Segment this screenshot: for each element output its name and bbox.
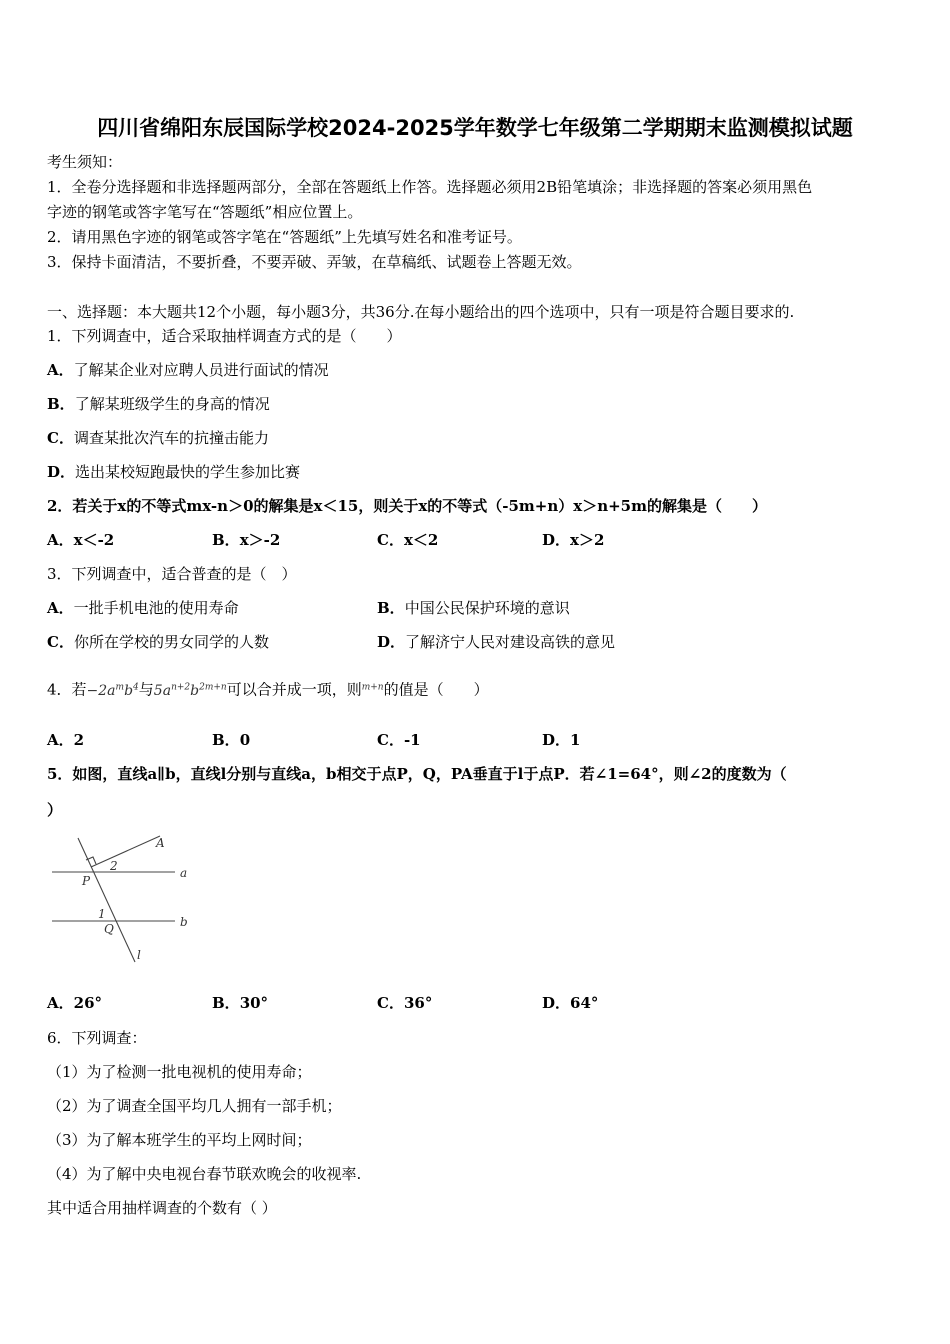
- option-label: C．: [47, 429, 74, 447]
- q1-option-c: [47, 428, 269, 448]
- q6-item: （2）为了调查全国平均几人拥有一部手机；: [47, 1097, 342, 1115]
- question-4-stem: [47, 677, 489, 701]
- q3-option-d: [377, 632, 615, 652]
- q2-option-a: [47, 530, 114, 550]
- label-l: l: [137, 948, 141, 962]
- option-label: A．: [47, 731, 74, 749]
- option-label: C．: [47, 633, 74, 651]
- q6-item: （4）为了解中央电视台春节联欢晚会的收视率.: [47, 1165, 362, 1183]
- q2-option-c: [377, 530, 438, 550]
- label-P: P: [82, 874, 91, 888]
- notice-item: 1．全卷分选择题和非选择题两部分，全部在答题纸上作答。选择题必须用2B铅笔填涂；非选择题的答案必须用黑色: [47, 178, 813, 196]
- q4-mid2: 可以合并成一项，则: [226, 680, 362, 699]
- option-label: B．: [212, 531, 240, 549]
- option-label: A．: [47, 599, 74, 617]
- q2-option-b: [212, 530, 280, 550]
- option-text: x＜2: [403, 531, 439, 549]
- expr-sup: 2m+n: [199, 682, 227, 692]
- option-text: 2: [73, 731, 85, 749]
- question-3-stem: 3．下列调查中，适合普查的是（ ）: [47, 565, 297, 583]
- question-6-stem: 6．下列调查：: [47, 1029, 147, 1047]
- label-A: A: [156, 836, 165, 850]
- q5-option-d: [542, 993, 598, 1013]
- notice-item: 3．保持卡面清洁，不要折叠，不要弄破、弄皱，在草稿纸、试题卷上答题无效。: [47, 253, 582, 271]
- option-label: C．: [377, 994, 404, 1012]
- option-text: 了解济宁人民对建设高铁的意见: [405, 633, 616, 651]
- q5-option-c: [377, 993, 432, 1013]
- option-text: 0: [239, 731, 251, 749]
- option-text: x＞-2: [239, 531, 281, 549]
- option-text: 选出某校短跑最快的学生参加比赛: [75, 463, 301, 481]
- option-text: 26°: [73, 994, 103, 1012]
- notice-item: 字迹的钢笔或答字笔写在“答题纸”相应位置上。: [47, 203, 363, 221]
- ray-pa: [91, 836, 160, 867]
- option-text: 了解某班级学生的身高的情况: [74, 395, 270, 413]
- q2-option-d: [542, 530, 604, 550]
- q4-expr1: [87, 683, 139, 699]
- label-a: a: [180, 866, 188, 880]
- option-label: B．: [377, 599, 405, 617]
- option-label: D．: [542, 994, 571, 1012]
- q6-question: 其中适合用抽样调查的个数有（ ）: [47, 1199, 277, 1217]
- q5-option-b: [212, 993, 268, 1013]
- q4-suffix: 的值是（ ）: [383, 680, 489, 699]
- notice-heading: 考生须知：: [47, 153, 123, 171]
- option-label: D．: [542, 731, 571, 749]
- option-text: -1: [403, 731, 421, 749]
- option-label: A．: [47, 994, 74, 1012]
- option-text: x＞2: [570, 531, 605, 549]
- expr-text: b: [124, 682, 134, 699]
- question-5-stem-end: ）: [47, 801, 63, 819]
- q3-option-a: [47, 598, 239, 618]
- option-label: A．: [47, 361, 74, 379]
- q6-item: （3）为了解本班学生的平均上网时间；: [47, 1131, 312, 1149]
- question-1-stem: 1．下列调查中，适合采取抽样调查方式的是（ ）: [47, 327, 402, 345]
- notice-item: 2．请用黑色字迹的钢笔或答字笔在“答题纸”上先填写姓名和准考证号。: [47, 228, 522, 246]
- q1-option-a: [47, 360, 329, 380]
- q4-expr2: [154, 683, 227, 699]
- option-text: 1: [570, 731, 581, 749]
- expr-text: b: [190, 682, 200, 699]
- option-label: B．: [212, 994, 240, 1012]
- option-text: 64°: [570, 994, 599, 1012]
- option-text: 了解某企业对应聘人员进行面试的情况: [73, 361, 329, 379]
- option-text: 30°: [239, 994, 269, 1012]
- option-label: C．: [377, 731, 404, 749]
- option-text: 中国公民保护环境的意识: [404, 599, 570, 617]
- option-text: 你所在学校的男女同学的人数: [73, 633, 269, 651]
- label-Q: Q: [104, 922, 114, 936]
- q4-option-d: [542, 730, 580, 750]
- q4-option-b: [212, 730, 250, 750]
- q1-option-b: [47, 394, 270, 414]
- question-2-stem: 2．若关于x的不等式mx-n＞0的解集是x＜15，则关于x的不等式（-5m+n）x＞n+5m的解集是（ ）: [47, 497, 767, 515]
- expr-sup: 4: [133, 682, 139, 692]
- section-heading: 一、选择题：本大题共12个小题，每小题3分，共36分.在每小题给出的四个选项中，只有一项是符合题目要求的.: [47, 303, 795, 321]
- q6-item: （1）为了检测一批电视机的使用寿命；: [47, 1063, 312, 1081]
- q4-option-a: [47, 730, 84, 750]
- expr-sup: m+n: [361, 682, 384, 692]
- q1-option-d: [47, 462, 300, 482]
- label-one: 1: [98, 907, 106, 921]
- option-label: B．: [212, 731, 240, 749]
- label-two: 2: [110, 859, 118, 873]
- expr-sup: n+2: [171, 682, 191, 692]
- label-b: b: [180, 915, 188, 929]
- expr-text: −2a: [86, 682, 116, 699]
- option-label: D．: [542, 531, 571, 549]
- parallel-lines-figure: [40, 830, 210, 970]
- question-5-stem: 5．如图，直线a∥b，直线l分别与直线a，b相交于点P，Q，PA垂直于l于点P．若∠1=64°，则∠2的度数为（: [47, 765, 787, 783]
- option-text: x＜-2: [73, 531, 115, 549]
- page-title: 四川省绵阳东辰国际学校2024-2025学年数学七年级第二学期期末监测模拟试题: [97, 116, 853, 140]
- expr-sup: m: [115, 682, 125, 692]
- q3-option-b: [377, 598, 570, 618]
- option-text: 36°: [403, 994, 433, 1012]
- line-l: [78, 838, 135, 962]
- q4-expr3: [362, 683, 384, 699]
- option-label: C．: [377, 531, 404, 549]
- q4-option-c: [377, 730, 421, 750]
- option-label: A．: [47, 531, 74, 549]
- option-text: 一批手机电池的使用寿命: [73, 599, 239, 617]
- option-label: D．: [377, 633, 406, 651]
- q4-mid: 与: [138, 680, 154, 699]
- option-label: D．: [47, 463, 76, 481]
- option-text: 调查某批次汽车的抗撞击能力: [73, 429, 269, 447]
- q4-prefix: 4．若: [47, 680, 87, 699]
- q3-option-c: [47, 632, 269, 652]
- option-label: B．: [47, 395, 75, 413]
- expr-text: 5a: [153, 682, 172, 699]
- q5-option-a: [47, 993, 102, 1013]
